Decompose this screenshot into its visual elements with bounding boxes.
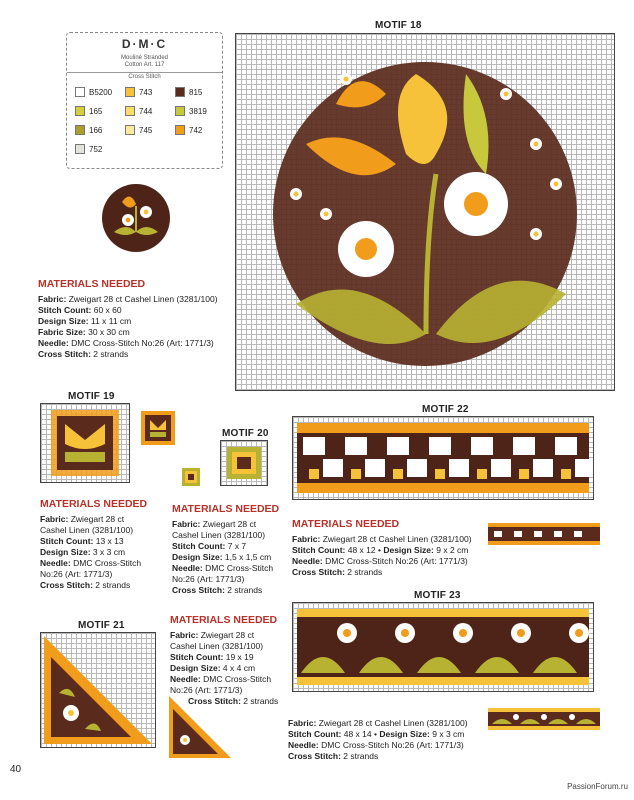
label: Fabric: <box>40 514 69 524</box>
label: Design Size: <box>172 552 223 562</box>
motif22-title: MOTIF 22 <box>422 404 469 415</box>
legend-swatch <box>175 106 185 116</box>
motif18-title: MOTIF 18 <box>375 20 422 31</box>
label: Stitch Count: <box>288 729 342 739</box>
label: Cross Stitch: <box>288 751 341 761</box>
legend-code: 165 <box>89 107 103 116</box>
motif22-materials: MATERIALS NEEDED Fabric: Zwiegart 28 ct Cashel Linen (3281/100) Stitch Count: 48 x 12 • Design Size: 9 x 2 cm Needle: DMC Cross-Stitch No:26 (Art: 1771/3) Cross Stitch: 2 strands <box>292 518 472 577</box>
motif21-title: MOTIF 21 <box>78 620 125 631</box>
stitch-block <box>517 629 525 637</box>
label: Design Size: <box>379 729 430 739</box>
motif18-materials-title: MATERIALS NEEDED <box>38 278 146 290</box>
stitch-block <box>297 677 589 685</box>
value: Zweigart 28 ct Cashel Linen (3281/100) <box>68 294 218 304</box>
legend-swatch <box>75 125 85 135</box>
legend-code: 166 <box>89 126 103 135</box>
legend-line2: Cotton Art. 117 <box>124 62 165 68</box>
motif18-preview-image <box>100 182 172 254</box>
label: Cross Stitch: <box>188 696 241 706</box>
stitch-block <box>351 469 361 479</box>
legend-line1: Mouliné Stranded <box>120 55 169 61</box>
value: 13 x 13 <box>95 536 124 546</box>
motif19-preview-image <box>140 410 176 446</box>
stitch-block <box>323 459 343 477</box>
stitch-block <box>435 469 445 479</box>
value: 19 x 19 <box>225 652 254 662</box>
value: 3 x 3 cm <box>92 547 126 557</box>
label: Cross Stitch: <box>292 567 345 577</box>
stitch-block <box>297 609 589 685</box>
motif23-materials: Fabric: Zwiegart 28 ct Cashel Linen (3281/100) Stitch Count: 48 x 14 • Design Size: 9 x 3 cm Needle: DMC Cross-Stitch No:26 (Art: 1771/3) Cross Stitch: 2 strands <box>288 718 468 761</box>
value: DMC Cross-Stitch No:26 (Art: 1771/3) <box>325 556 468 566</box>
legend-code: 742 <box>189 126 203 135</box>
motif19-chart <box>40 403 130 483</box>
label: Fabric: <box>38 294 67 304</box>
motif20-preview-image <box>181 467 201 487</box>
legend-swatch <box>175 125 185 135</box>
stitch-block <box>345 437 367 455</box>
label: Fabric: <box>170 630 199 640</box>
motif21-materials <box>170 614 278 707</box>
stitch-block <box>459 629 467 637</box>
legend-code: B5200 <box>89 88 113 97</box>
legend-swatch <box>125 87 135 97</box>
label: Design Size: <box>170 663 221 673</box>
value: 48 x 12 <box>347 545 376 555</box>
label: Fabric: <box>288 718 317 728</box>
value: DMC Cross-Stitch <box>205 563 274 573</box>
value: 2 strands <box>347 567 383 577</box>
stitch-block <box>429 437 451 455</box>
value: 9 x 2 cm <box>436 545 469 555</box>
page-number: 40 <box>10 764 22 775</box>
value: Zwiegart 28 ct Cashel Linen (3281/100) <box>318 718 468 728</box>
value: 2 strands <box>95 580 131 590</box>
stitch-block <box>309 469 319 479</box>
value: Cashel Linen (3281/100) <box>172 530 266 540</box>
stitch-block <box>297 609 589 617</box>
legend-swatch <box>125 125 135 135</box>
stitch-block <box>533 459 553 477</box>
value: Cashel Linen (3281/100) <box>170 641 264 651</box>
label: Fabric Size: <box>38 327 86 337</box>
stitch-block <box>555 437 577 455</box>
legend-swatch <box>75 144 85 154</box>
stitch-block <box>449 459 469 477</box>
legend-swatch <box>125 106 135 116</box>
value: 1,5 x 1,5 cm <box>224 552 272 562</box>
legend-code: 752 <box>89 145 103 154</box>
value: 2 strands <box>343 751 379 761</box>
stitch-block <box>297 423 589 493</box>
stitch-block <box>491 459 511 477</box>
value: DMC Cross-Stitch No:26 (Art: 1771/3) <box>321 740 464 750</box>
value: Zwiegart 28 ct <box>70 514 125 524</box>
value: Cashel Linen (3281/100) <box>40 525 134 535</box>
motif23-title: MOTIF 23 <box>414 590 461 601</box>
stitch-block <box>561 469 571 479</box>
motif21-materials-title: MATERIALS NEEDED <box>170 614 278 626</box>
label: Design Size: <box>383 545 434 555</box>
value: 48 x 14 <box>343 729 372 739</box>
motif22-preview-image <box>488 523 600 545</box>
legend-code: 743 <box>139 88 153 97</box>
value: 2 strands <box>227 585 263 595</box>
label: Needle: <box>288 740 319 750</box>
dmc-logo: D·M·C <box>121 37 168 51</box>
value: DMC Cross-Stitch <box>203 674 272 684</box>
stitch-block <box>297 423 589 433</box>
stitch-block <box>519 469 529 479</box>
stitch-block <box>387 437 409 455</box>
motif22-chart <box>292 416 594 500</box>
motif23-preview-image <box>488 708 600 730</box>
motif18-materials <box>38 278 218 360</box>
value: DMC Cross-Stitch No:26 (Art: 1771/3) <box>71 338 214 348</box>
motif20-materials-title: MATERIALS NEEDED <box>172 503 280 515</box>
value: No:26 (Art: 1771/3) <box>40 569 113 579</box>
motif19-materials-title: MATERIALS NEEDED <box>40 498 148 510</box>
stitch-block <box>365 459 385 477</box>
value: DMC Cross-Stitch <box>73 558 142 568</box>
legend-code: 815 <box>189 88 203 97</box>
motif19-materials <box>40 498 147 591</box>
label: Design Size: <box>38 316 89 326</box>
motif22-materials-title: MATERIALS NEEDED <box>292 518 400 530</box>
value: 2 strands <box>93 349 129 359</box>
label: Fabric: <box>172 519 201 529</box>
value: 60 x 60 <box>93 305 122 315</box>
value: Zwiegart 28 ct <box>202 519 257 529</box>
motif19-title: MOTIF 19 <box>68 391 115 402</box>
motif21-chart <box>40 632 156 748</box>
legend-code: 745 <box>139 126 153 135</box>
legend-swatch <box>75 106 85 116</box>
legend-code: 744 <box>139 107 153 116</box>
dmc-legend <box>66 32 223 169</box>
label: Needle: <box>292 556 323 566</box>
value: 11 x 11 cm <box>90 316 132 326</box>
stitch-block <box>393 469 403 479</box>
label: Stitch Count: <box>170 652 224 662</box>
stitch-block <box>297 483 589 493</box>
motif18-chart <box>235 33 615 391</box>
label: Needle: <box>170 674 201 684</box>
label: Stitch Count: <box>38 305 92 315</box>
legend-swatch <box>175 87 185 97</box>
motif20-materials <box>172 503 279 596</box>
legend-code: 3819 <box>189 107 207 116</box>
label: Cross Stitch: <box>172 585 225 595</box>
legend-line3: Cross Stitch <box>67 72 222 80</box>
label: Needle: <box>172 563 203 573</box>
label: Needle: <box>40 558 71 568</box>
value: 7 x 7 <box>227 541 247 551</box>
value: 9 x 3 cm <box>432 729 465 739</box>
legend-swatch <box>75 87 85 97</box>
stitch-block <box>303 437 325 455</box>
motif20-chart <box>220 440 268 486</box>
stitch-block <box>477 469 487 479</box>
motif23-chart <box>292 602 594 692</box>
label: Fabric: <box>292 534 321 544</box>
value: 4 x 4 cm <box>222 663 256 673</box>
value: No:26 (Art: 1771/3) <box>170 685 243 695</box>
stitch-block <box>471 437 493 455</box>
value: Zwiegart 28 ct <box>200 630 255 640</box>
value: 2 strands <box>243 696 279 706</box>
motif20-title: MOTIF 20 <box>222 428 269 439</box>
label: Cross Stitch: <box>40 580 93 590</box>
stitch-block <box>513 437 535 455</box>
stitch-block <box>575 459 593 477</box>
stitch-block <box>575 629 583 637</box>
stitch-block <box>401 629 409 637</box>
label: Stitch Count: <box>172 541 226 551</box>
label: Design Size: <box>40 547 91 557</box>
value: 30 x 30 cm <box>88 327 130 337</box>
label: Stitch Count: <box>292 545 346 555</box>
stitch-block <box>343 629 351 637</box>
label: Needle: <box>38 338 69 348</box>
label: Cross Stitch: <box>38 349 91 359</box>
value: Zwiegart 28 ct Cashel Linen (3281/100) <box>322 534 472 544</box>
label: Stitch Count: <box>40 536 94 546</box>
site-credit: PassionForum.ru <box>567 782 628 791</box>
stitch-block <box>407 459 427 477</box>
value: No:26 (Art: 1771/3) <box>172 574 245 584</box>
